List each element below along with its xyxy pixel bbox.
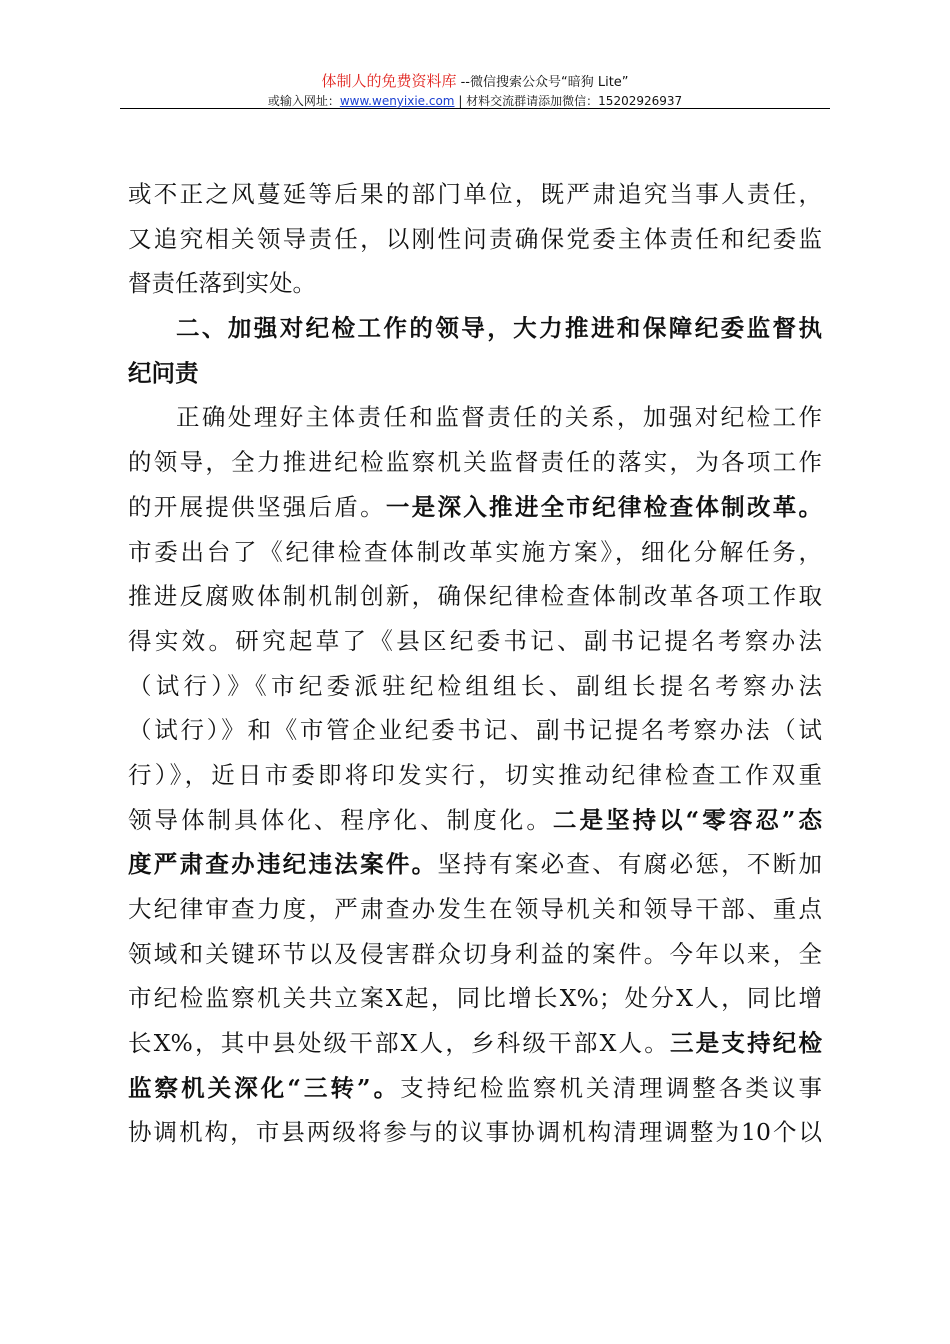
text-segment: 支持纪检监察机关清理调整各类议事	[400, 1073, 822, 1102]
site-link[interactable]: www.wenyixie.com	[339, 94, 455, 108]
text-line	[128, 753, 822, 798]
text-line	[128, 530, 822, 575]
header-divider	[120, 108, 830, 109]
text-segment: 督责任落到实处。	[128, 269, 316, 298]
text-segment: 得实效。研究起草了《县区纪委书记、副书记提名考察办法	[128, 626, 822, 655]
text-segment: 坚持有案必查、有腐必惩，不断加	[437, 850, 823, 879]
text-line	[128, 261, 822, 306]
text-segment: 长X%，其中县处级干部X人，乡科级干部X人。	[128, 1029, 670, 1058]
bold-text: 监察机关深化“三转”。	[128, 1073, 401, 1102]
text-line	[128, 932, 822, 977]
text-segment: 又追究相关领导责任，以刚性问责确保党委主体责任和纪委监	[128, 224, 822, 253]
text-segment: 推进反腐败体制机制创新，确保纪律检查体制改革各项工作取	[128, 582, 822, 611]
section-heading-line	[128, 306, 822, 351]
text-line	[128, 887, 822, 932]
bold-text: 纪问责	[128, 358, 199, 387]
text-line	[128, 440, 822, 485]
text-segment: （试行）》和《市管企业纪委书记、副书记提名考察办法（试	[128, 716, 822, 745]
document-body	[128, 172, 822, 1155]
text-segment: 或不正之风蔓延等后果的部门单位，既严肃追究当事人责任，	[128, 180, 822, 208]
text-line	[128, 842, 822, 887]
bold-text: 度严肃查办违纪违法案件。	[128, 850, 438, 879]
text-line	[128, 172, 822, 217]
section-heading-line	[128, 351, 822, 396]
text-segment: 行）》，近日市委即将印发实行，切实推动纪律检查工作双重	[128, 760, 822, 789]
text-line	[128, 485, 822, 530]
bold-text: 二是坚持以“零容忍”态	[552, 805, 822, 834]
url-prefix: 或输入网址：	[267, 94, 340, 108]
text-line	[128, 1066, 822, 1111]
text-line	[128, 574, 822, 619]
text-segment: 市纪检监察机关共立案X起，同比增长X%；处分X人，同比增	[128, 984, 822, 1013]
text-line	[128, 976, 822, 1021]
text-line	[128, 217, 822, 262]
text-line	[128, 664, 822, 709]
text-segment: 领域和关键环节以及侵害群众切身利益的案件。今年以来，全	[128, 939, 822, 968]
contact-info: | 材料交流群请添加微信：15202926937	[454, 94, 683, 108]
bold-text: 三是支持纪检	[669, 1029, 822, 1058]
text-line	[128, 395, 822, 440]
site-name: 体制人的免费资料库	[321, 72, 457, 90]
text-segment: 的领导，全力推进纪检监察机关监督责任的落实，为各项工作	[128, 448, 822, 477]
text-segment: 正确处理好主体责任和监督责任的关系，加强对纪检工作	[176, 403, 822, 432]
wechat-hint: --微信搜索公众号“暗狗 Lite”	[460, 75, 629, 90]
bold-text: 一是深入推进全市纪律检查体制改革。	[385, 492, 823, 521]
text-line	[128, 708, 822, 753]
text-line	[128, 1021, 822, 1066]
text-line	[128, 798, 822, 843]
text-segment: 市委出台了《纪律检查体制改革实施方案》，细化分解任务，	[128, 537, 822, 566]
text-segment: 的开展提供坚强后盾。	[128, 492, 386, 521]
bold-text: 二、加强对纪检工作的领导，大力推进和保障纪委监督执	[176, 314, 822, 343]
header-contact-line	[0, 92, 950, 109]
text-segment: 大纪律审查力度，严肃查办发生在领导机关和领导干部、重点	[128, 895, 822, 923]
text-segment: 领导体制具体化、程序化、制度化。	[128, 805, 553, 834]
text-segment: （试行）》《市纪委派驻纪检组组长、副组长提名考察办法	[128, 671, 822, 700]
text-line	[128, 619, 822, 664]
text-line	[128, 1110, 822, 1155]
text-segment: 协调机构，市县两级将参与的议事协调机构清理调整为10个以	[128, 1118, 822, 1147]
watermark-header	[0, 70, 950, 91]
